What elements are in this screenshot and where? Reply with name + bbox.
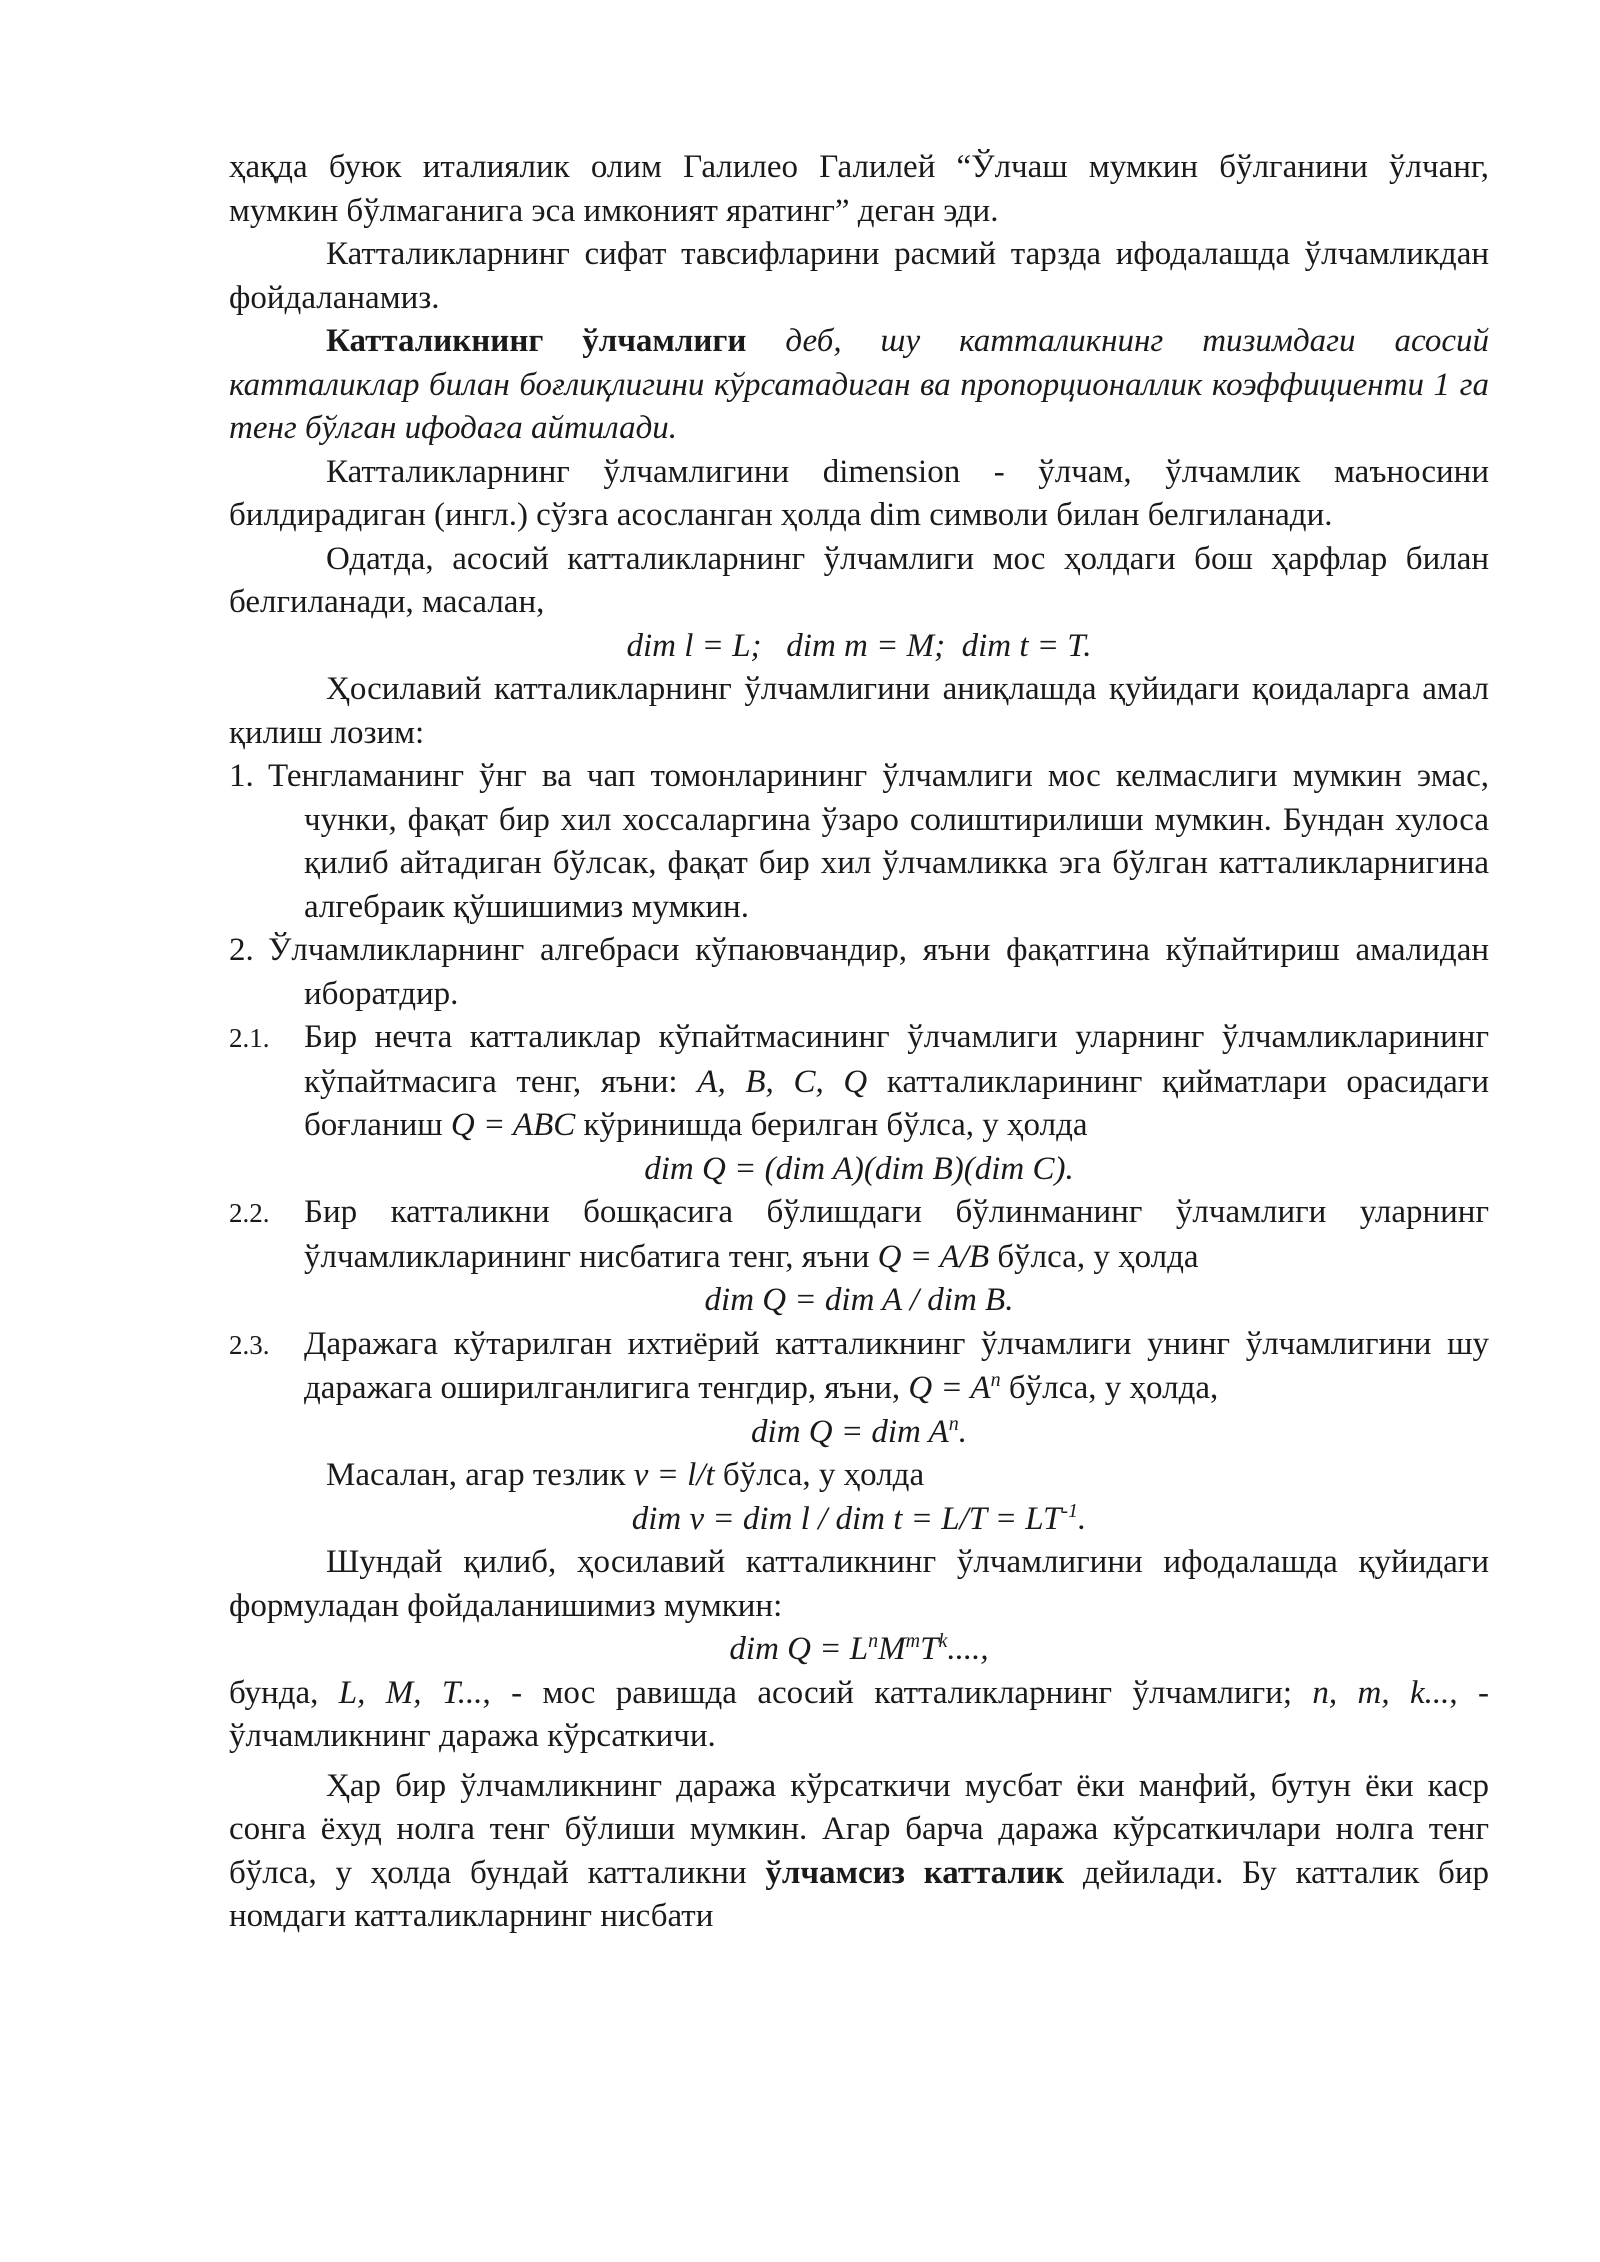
rule-2-3-equation: Q = A <box>908 1370 991 1406</box>
paragraph-dimension: Катталикларнинг ўлчамлигини dimension - ўлчам, ўлчамлик маъносини билдирадиган (ингл.) сўзга асосланган ҳолда dim символи билан белгиланади. <box>229 453 1489 533</box>
formula-product: dim Q = (dim A)(dim B)(dim C). <box>644 1150 1074 1187</box>
formula-power-end: . <box>958 1413 967 1450</box>
formula-general-exp-k: k <box>938 1630 948 1652</box>
rule-2-3-exponent: n <box>990 1369 1001 1391</box>
definition-term: Катталикнинг ўлчамлиги <box>326 323 747 359</box>
paragraph-dimensionless <box>229 1765 1489 1939</box>
rule-2-1-vars: A, B, C, Q <box>697 1063 868 1100</box>
formula-general-c: T <box>920 1631 939 1667</box>
where-a: бунда, <box>229 1674 339 1711</box>
where-vars: L, M, T... <box>338 1674 483 1711</box>
formula-general-b: M <box>878 1631 906 1667</box>
where-c: , - ўлчамликнинг даража кўрсаткичи. <box>229 1674 1490 1754</box>
rule-2-3-text-b: бўлса, у ҳолда, <box>1000 1370 1219 1406</box>
formula-power-base: dim Q = dim A <box>751 1413 949 1450</box>
rule-2-1 <box>229 1016 1489 1148</box>
rule-2-1-number: 2.1. <box>229 1023 270 1053</box>
velocity-lead: Масалан, агар тезлик <box>326 1457 634 1493</box>
formula-general-a: dim Q = L <box>729 1631 869 1667</box>
rule-2-3-text-a: Даражага кўтарилган ихтиёрий катталикнинг ўлчамлиги унинг ўлчамлигини шу даражага оширилганлигига тенгдир, яъни, <box>304 1325 1489 1406</box>
formula-velocity-main: dim v = dim l / dim t = L/T = LT <box>631 1500 1062 1537</box>
paragraph-base-quantities: Одатда, асосий катталикларнинг ўлчамлиги мос ҳолдаги бош ҳарфлар билан белгиланади, масалан, <box>229 540 1489 620</box>
where-b: , - мос равишда асосий катталикларнинг ўлчамлиги; <box>482 1674 1313 1711</box>
rule-2-2-equation: Q = A/B <box>877 1238 990 1275</box>
formula-base-dims: dim l = L; dim m = M; dim t = T. <box>626 627 1092 664</box>
rule-1-number: 1. <box>229 758 254 794</box>
rule-2-2-text-a: Бир катталикни бошқасига бўлишдаги бўлинманинг ўлчамлиги уларнинг ўлчамликларининг нисбатига тенг, яъни <box>304 1194 1489 1275</box>
rule-2-1-equation: Q = ABC <box>450 1107 576 1143</box>
paragraph-qualitative: Катталикларнинг сифат тавсифларини расмий тарзда ифодалашда ўлчамликдан фойдаланамиз. <box>229 236 1489 316</box>
formula-general <box>229 1628 1489 1672</box>
dimensionless-b: дейилади. Бу катталик бир номдаги катталикларнинг нисбати <box>229 1854 1489 1934</box>
rule-2-3-number: 2.3. <box>229 1329 270 1360</box>
definition-text: деб, шу катталикнинг тизимдаги асосий катталиклар билан боғлиқлигини кўрсатадиган ва пропорционаллик коэффициенти 1 га тенг бўлган ифодага айтилади. <box>229 323 1489 446</box>
document-page <box>229 146 1489 1939</box>
rule-2-2-number: 2.2. <box>229 1198 270 1228</box>
formula-quotient: dim Q = dim A / dim B. <box>704 1282 1014 1318</box>
formula-general-exp-n: n <box>868 1630 879 1652</box>
rule-2-1-text-c: кўринишда берилган бўлса, у ҳолда <box>575 1107 1088 1143</box>
rule-2-1-text-b: катталикларининг қийматлари орасидаги боғланиш <box>304 1063 1489 1143</box>
rule-2-2-text-b: бўлса, у ҳолда <box>989 1238 1199 1275</box>
velocity-tail: бўлса, у ҳолда <box>714 1457 925 1493</box>
formula-power <box>229 1411 1489 1455</box>
rule-2 <box>229 929 1489 1016</box>
paragraph-velocity-example <box>229 1454 1489 1498</box>
paragraph-where <box>229 1672 1489 1759</box>
formula-general-d: ...., <box>947 1631 989 1667</box>
dimensionless-term: ўлчамсиз катталик <box>765 1854 1065 1891</box>
paragraph-galileo: ҳақда буюк италиялик олим Галилео Галилей “Ўлчаш мумкин бўлганини ўлчанг, мумкин бўлмаганига эса имконият яратинг” деган эди. <box>229 149 1489 229</box>
formula-power-exponent: n <box>948 1412 959 1435</box>
dimensionless-a: Ҳар бир ўлчамликнинг даража кўрсаткичи мусбат ёки манфий, бутун ёки каср сонга ёхуд нолга тенг бўлиши мумкин. Агар барча даража кўрсаткичлари нолга тенг бўлса, у ҳолда бундай катталикни <box>229 1767 1489 1891</box>
where-exponents: n, m, k... <box>1312 1674 1450 1711</box>
formula-velocity <box>229 1498 1489 1542</box>
paragraph-general-formula: Шундай қилиб, ҳосилавий катталикнинг ўлчамлигини ифодалашда қуйидаги формуладан фойдаланишимиз мумкин: <box>229 1544 1489 1624</box>
rule-2-2 <box>229 1191 1489 1279</box>
rule-2-3 <box>229 1323 1489 1411</box>
rule-1-text: Тенгламанинг ўнг ва чап томонларининг ўлчамлиги мос келмаслиги мумкин эмас, чунки, фақат бир хил хоссаларгина ўзаро солиштирилиши мумкин. Бундан хулоса қилиб айтадиган бўлсак, фақат бир хил ўлчамликка эга бўлган катталикларнигина алгебраик қўшишимиз мумкин. <box>268 758 1489 925</box>
rule-2-text: Ўлчамликларнинг алгебраси кўпаювчандир, яъни фақатгина кўпайтириш амалидан иборатдир. <box>268 932 1489 1012</box>
formula-velocity-end: . <box>1077 1500 1087 1537</box>
velocity-equation: v = l/t <box>633 1457 715 1493</box>
formula-general-exp-m: m <box>905 1630 921 1652</box>
paragraph-derived-rules: Ҳосилавий катталикларнинг ўлчамлигини аниқлашда қуйидаги қоидаларга амал қилиш лозим: <box>229 671 1489 751</box>
rule-2-1-text-a: Бир нечта катталиклар кўпайтмасининг ўлчамлиги уларнинг ўлчамликларининг кўпайтмасига тенг, яъни: <box>304 1019 1489 1100</box>
rule-1 <box>229 755 1489 929</box>
rule-2-number: 2. <box>229 932 254 968</box>
formula-velocity-exponent: -1 <box>1061 1499 1078 1522</box>
paragraph-definition <box>229 320 1489 451</box>
